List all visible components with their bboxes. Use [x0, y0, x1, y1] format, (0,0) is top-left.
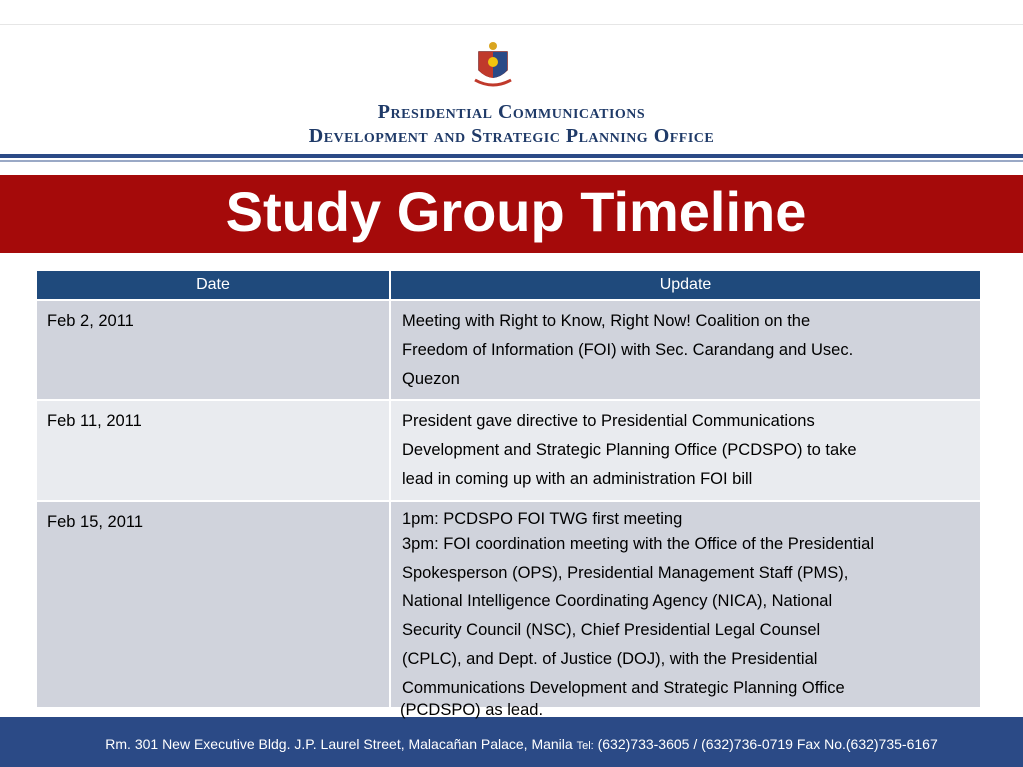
update-line: Development and Strategic Planning Office (PCDSPO) to take	[402, 441, 857, 460]
table-header-row	[37, 271, 980, 300]
header-rule	[0, 154, 1023, 158]
update-overflow-line: (PCDSPO) as lead.	[400, 701, 544, 719]
slide-title: Study Group Timeline	[225, 180, 807, 243]
presidential-seal-icon	[471, 40, 515, 88]
table-row	[37, 300, 980, 400]
office-name-line1: Presidential Communications	[377, 101, 646, 123]
row-update	[390, 501, 980, 707]
update-line: (CPLC), and Dept. of Justice (DOJ), with the Presidential	[402, 649, 818, 668]
table-row	[37, 400, 980, 500]
update-line: Spokesperson (OPS), Presidential Management Staff (PMS),	[402, 563, 849, 582]
row-update	[390, 300, 980, 400]
office-name-line2: Development and Strategic Planning Office	[308, 125, 715, 147]
column-header-date: Date	[37, 271, 390, 300]
column-header-update: Update	[390, 271, 980, 300]
update-line: Security Council (NSC), Chief Presidential Legal Counsel	[402, 621, 821, 640]
table-row	[37, 501, 980, 707]
update-line: National Intelligence Coordinating Agency (NICA), National	[402, 592, 833, 611]
footer-tel-label: Tel:	[576, 740, 594, 752]
footer-address: Rm. 301 New Executive Bldg. J.P. Laurel Street, Malacañan Palace, Manila	[105, 736, 577, 752]
office-name	[0, 100, 1023, 148]
row-date: Feb 15, 2011	[37, 501, 390, 707]
update-line: Communications Development and Strategic Planning Office	[402, 678, 845, 697]
header-rule-thin	[0, 160, 1023, 162]
update-line: 1pm: PCDSPO FOI TWG first meeting	[402, 509, 683, 528]
footer-contact	[0, 735, 1023, 755]
top-divider	[0, 24, 1023, 25]
update-line: President gave directive to Presidential Communications	[402, 412, 815, 431]
footer-phones: (632)733-3605 / (632)736-0719 Fax No.(632)735-6167	[593, 736, 938, 752]
row-update	[390, 400, 980, 500]
update-line: Freedom of Information (FOI) with Sec. Carandang and Usec.	[402, 340, 854, 359]
update-line: 3pm: FOI coordination meeting with the Office of the Presidential	[402, 534, 875, 553]
row-date: Feb 2, 2011	[37, 300, 390, 400]
update-line: Quezon	[402, 369, 460, 388]
row-date: Feb 11, 2011	[37, 400, 390, 500]
timeline-table	[37, 271, 980, 707]
update-line: lead in coming up with an administration FOI bill	[402, 469, 753, 488]
update-line: Meeting with Right to Know, Right Now! Coalition on the	[402, 312, 811, 330]
